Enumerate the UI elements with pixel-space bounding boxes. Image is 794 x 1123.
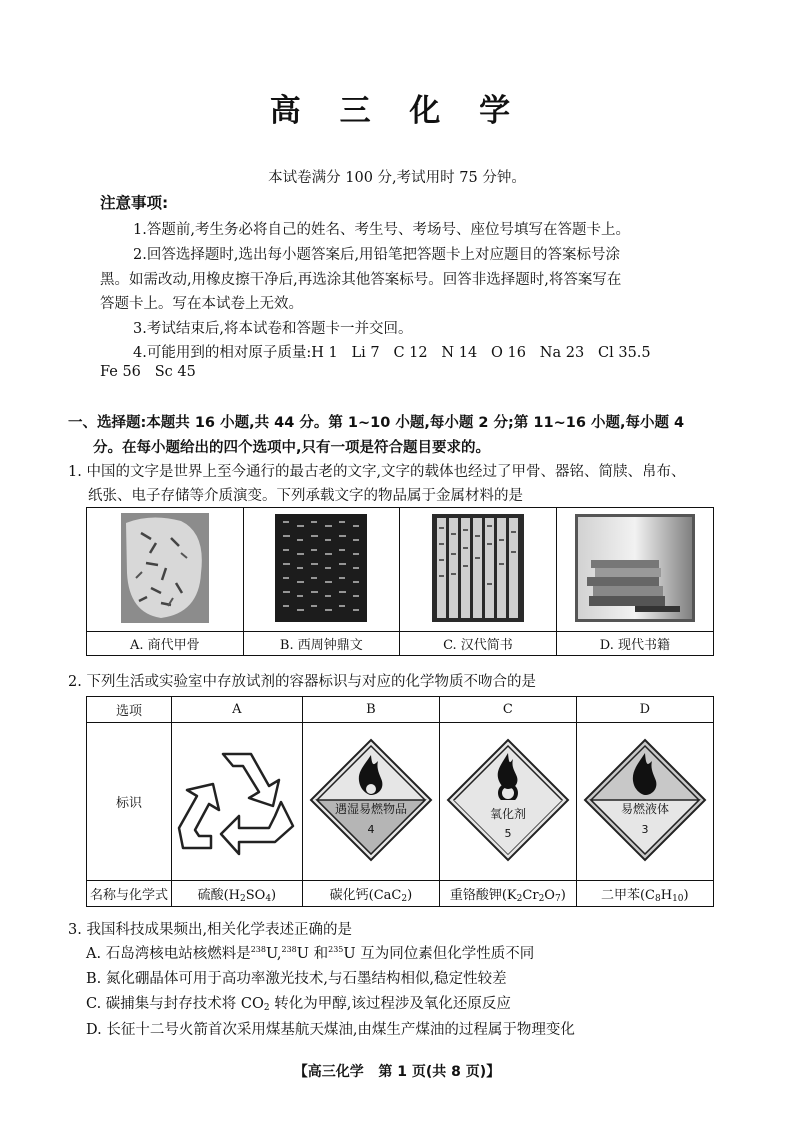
q2-sign-d (576, 723, 713, 881)
q1-image-c (400, 508, 557, 632)
q1-image-a (87, 508, 244, 632)
note-2c: 答题卡上。写在本试卷上无效。 (100, 296, 303, 312)
q2-header-b: B (302, 697, 439, 723)
name-c-sub3: 7 (554, 893, 561, 904)
bronze-inscription-image (275, 514, 367, 622)
q2-name-d (576, 881, 713, 907)
exam-info: 本试卷满分 100 分,考试用时 75 分钟。 (268, 170, 526, 186)
q2-sign-a (172, 723, 303, 881)
q3-a-u2: U 和 (296, 946, 329, 962)
q2-header-option: 选项 (87, 697, 172, 723)
note-2a: 2.回答选择题时,选出每小题答案后,用铅笔把答题卡上对应题目的答案标号涂 (133, 247, 621, 263)
q3-a-u1: U, (265, 946, 282, 962)
q3-a-sup2: 238 (281, 945, 297, 954)
name-d-sub1: 8 (654, 893, 661, 904)
q3-c-sub: 2 (263, 1003, 270, 1013)
notes-heading: 注意事项: (100, 194, 169, 212)
name-d-sub2: 10 (672, 893, 684, 904)
name-a-sub1: 2 (240, 893, 246, 904)
q2-header-c: C (440, 697, 576, 723)
q2-name-b (302, 881, 439, 907)
section-heading-1: 一、选择题:本题共 16 小题,共 44 分。第 1~10 小题,每小题 2 分;第 11~16 小题,每小题 4 (68, 415, 685, 431)
q1-option-a: A. 商代甲骨 (87, 632, 244, 656)
q3-c-pre: C. 碳捕集与封存技术将 CO (86, 996, 264, 1012)
name-a-text: 硫酸(H (197, 887, 240, 903)
q2-name-c (440, 881, 576, 907)
flammable-liquid-icon (582, 737, 708, 863)
note-2b: 黑。如需改动,用橡皮擦干净后,再选涂其他答案标号。回答非选择题时,将答案写在 (100, 272, 622, 288)
q1-image-d (556, 508, 713, 632)
q1-image-b (243, 508, 400, 632)
name-a-sub2: 4 (265, 893, 272, 904)
q2-name-label: 名称与化学式 (87, 881, 172, 907)
sign-c-label: 氧化剂 (489, 806, 526, 821)
name-c-end: ) (560, 887, 566, 903)
q3-option-b: B. 氮化硼晶体可用于高功率激光技术,与石墨结构相似,稳定性较差 (86, 971, 507, 987)
name-d-mid: H (660, 887, 673, 903)
note-1: 1.答题前,考生务必将自己的姓名、考生号、考场号、座位号填写在答题卡上。 (133, 222, 630, 238)
q3-option-a (86, 942, 534, 963)
sign-b-label: 遇湿易燃物品 (334, 801, 407, 816)
name-c-sub1: 2 (516, 893, 523, 904)
name-d-end: ) (683, 887, 689, 903)
q1-stem-1: 1. 中国的文字是世界上至今通行的最古老的文字,文字的载体也经过了甲骨、器铭、简牍、帛布、 (68, 464, 686, 480)
section-heading-2: 分。在每小题给出的四个选项中,只有一项是符合题目要求的。 (93, 440, 491, 456)
q2-option-table (86, 696, 714, 907)
q2-header-a: A (172, 697, 303, 723)
q3-a-post: U 互为同位素但化学性质不同 (343, 946, 535, 962)
recycle-icon (175, 740, 299, 860)
name-b-sub: 2 (401, 893, 408, 904)
name-c-sub2: 2 (538, 893, 545, 904)
q3-a-sup3: 235 (328, 945, 344, 954)
q2-sign-b (302, 723, 439, 881)
q2-stem: 2. 下列生活或实验室中存放试剂的容器标识与对应的化学物质不吻合的是 (68, 674, 536, 690)
q2-name-a (172, 881, 303, 907)
name-c-text: 重铬酸钾(K (449, 887, 517, 903)
q3-a-sup1: 238 (250, 945, 266, 954)
page-title: 高 三 化 学 (269, 93, 525, 129)
q3-stem: 3. 我国科技成果频出,相关化学表述正确的是 (68, 922, 353, 938)
sign-b-class: 4 (367, 822, 375, 836)
modern-books-image (575, 514, 695, 622)
oxidizer-icon (445, 737, 571, 863)
name-d-text: 二甲苯(C (600, 887, 655, 903)
sign-d-label: 易燃液体 (620, 801, 669, 816)
q3-option-d: D. 长征十二号火箭首次采用煤基航天煤油,由煤生产煤油的过程属于物理变化 (86, 1022, 575, 1038)
q1-option-d: D. 现代书籍 (556, 632, 713, 656)
name-b-end: ) (407, 887, 413, 903)
name-c-mid1: Cr (522, 887, 539, 903)
q1-option-c: C. 汉代简书 (400, 632, 557, 656)
q2-sign-c (440, 723, 576, 881)
name-a-mid: SO (245, 887, 266, 903)
name-b-text: 碳化钙(CaC (329, 887, 402, 903)
name-a-end: ) (271, 887, 277, 903)
q3-c-post: 转化为甲醇,该过程涉及氧化还原反应 (269, 996, 511, 1012)
q3-option-c (86, 992, 511, 1013)
page-footer: 【高三化学 第 1 页(共 8 页)】 (293, 1064, 501, 1080)
note-3: 3.考试结束后,将本试卷和答题卡一并交回。 (133, 321, 413, 337)
q1-stem-2: 纸张、电子存储等介质演变。下列承载文字的物品属于金属材料的是 (88, 488, 523, 504)
bamboo-slips-image (432, 514, 524, 622)
q2-row-label: 标识 (87, 723, 172, 881)
name-c-mid2: O (544, 887, 555, 903)
q2-header-d: D (576, 697, 713, 723)
note-4b: Fe 56 Sc 45 (100, 364, 196, 380)
q1-option-b: B. 西周钟鼎文 (243, 632, 400, 656)
dangerous-when-wet-icon (308, 737, 434, 863)
sign-c-class: 5 (504, 826, 512, 840)
q3-a-pre: A. 石岛湾核电站核燃料是 (86, 946, 251, 962)
note-4a: 4.可能用到的相对原子质量:H 1 Li 7 C 12 N 14 O 16 Na 23 Cl 35.5 (133, 345, 651, 361)
oracle-bone-image (121, 513, 209, 623)
sign-d-class: 3 (641, 822, 649, 836)
q1-option-table (86, 507, 714, 656)
